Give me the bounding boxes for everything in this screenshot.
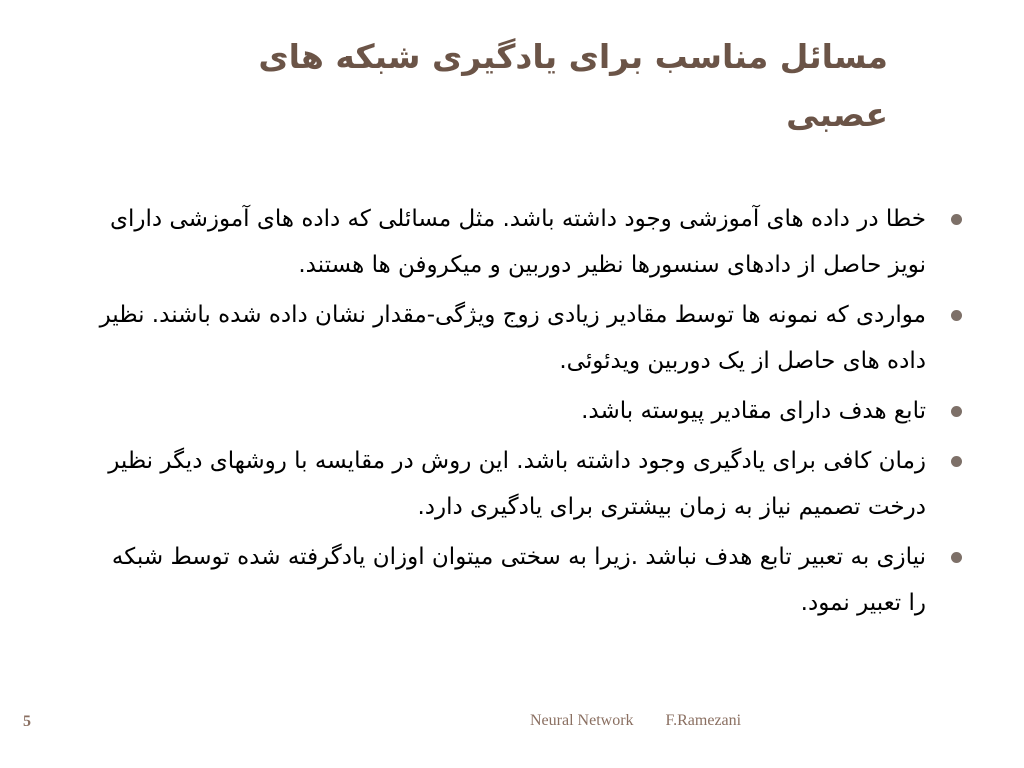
bullet-text: زمان کافی برای یادگیری وجود داشته باشد. این روش در مقایسه با روشهای دیگر نظیر درخت تصمیم نیاز به زمان بیشتری برای یادگیری دارد. <box>108 448 926 520</box>
bullet-dot-icon <box>951 552 962 563</box>
bullet-dot-icon <box>951 214 962 225</box>
bullet-item <box>76 438 972 530</box>
bullet-item <box>76 292 972 384</box>
footer-course: Neural Network <box>530 712 634 729</box>
page-number: 5 <box>23 713 31 730</box>
bullet-item <box>76 388 972 434</box>
bullet-dot-icon <box>951 406 962 417</box>
bullet-list <box>76 196 972 630</box>
bullet-dot-icon <box>951 456 962 467</box>
bullet-dot-icon <box>951 310 962 321</box>
bullet-item <box>76 196 972 288</box>
bullet-text: نیازی به تعبیر تابع هدف نباشد .زیرا به سختی میتوان اوزان یادگرفته شده توسط شبکه را تعبیر نمود. <box>111 544 926 616</box>
footer-author: F.Ramezani <box>665 712 742 729</box>
bullet-text: مواردی که نمونه ها توسط مقادیر زیادی زوج ویژگی-مقدار نشان داده شده باشند. نظیر داده های حاصل از یک دوربین ویدئوئی. <box>99 302 926 374</box>
footer-caption <box>530 712 741 730</box>
bullet-text: خطا در داده های آموزشی وجود داشته باشد. مثل مسائلی که داده های آموزشی دارای نویز حاصل از دادهای سنسورها نظیر دوربین و میکروفن ها هستند. <box>109 206 926 278</box>
bullet-text: تابع هدف دارای مقادیر پیوسته باشد. <box>581 398 926 424</box>
slide-title: مسائل مناسب برای یادگیری شبکه های عصبی <box>258 37 888 134</box>
bullet-item <box>76 534 972 626</box>
